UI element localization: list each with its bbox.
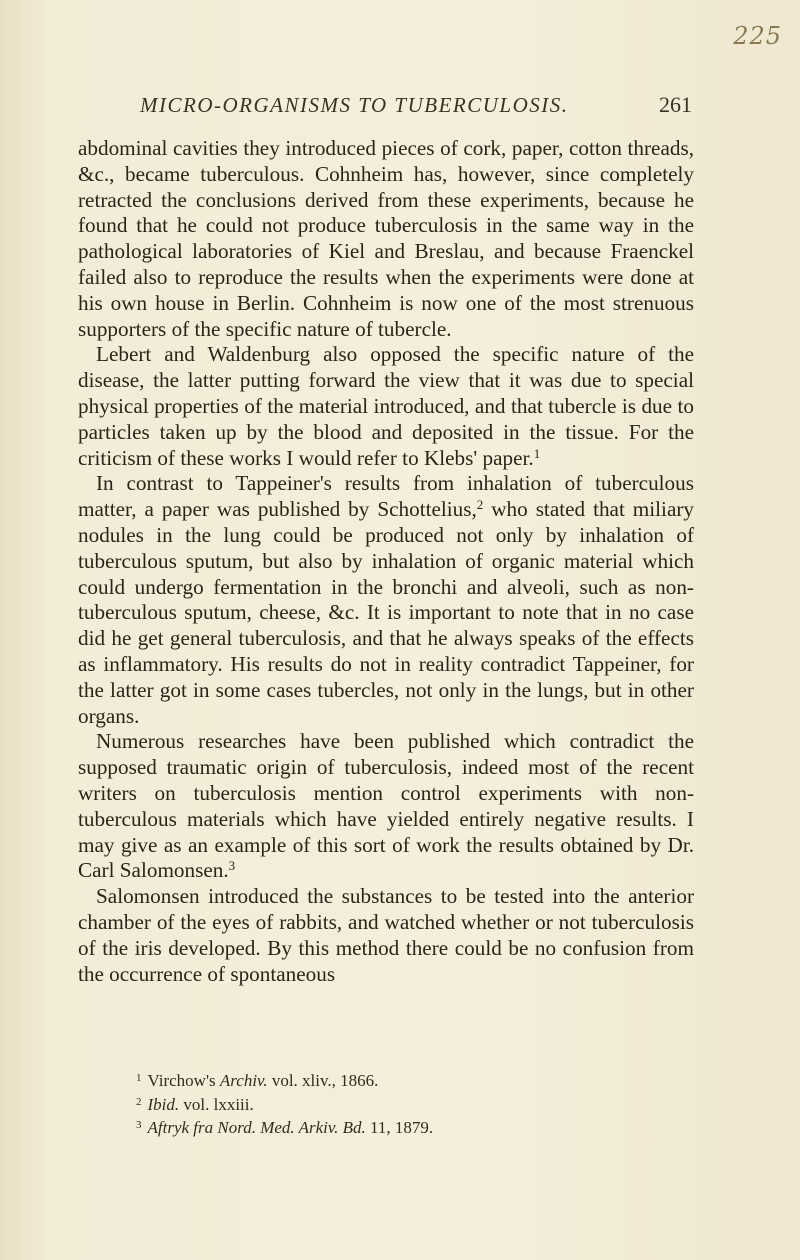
footnote-ref: 2 (476, 497, 484, 513)
paragraph: In contrast to Tappeiner's results from inhalation of tuberculous matter, a paper was published by Schottelius,$^2$ who stated that miliary nodules in the lung could be produced not only by inhalation of tuberculous sputum, but also by inhalation of organic material which could undergo fermentation in the bronchi and alveoli, such as non-tuberculous sputum, cheese, &c. It is important to note that in no case did he get general tuberculosis, and that he always speaks of the effects as inflammatory. His results do not in reality contradict Tappeiner, for the latter got in some cases tubercles, not only in the lungs, but in other organs. (78, 471, 694, 728)
footnote: $^2$ Ibid. vol. lxxiii. (136, 1094, 254, 1114)
footnote: $^1$ Virchow's Archiv. vol. xliv., 1866. (136, 1071, 379, 1090)
body-text (78, 136, 694, 987)
paragraph: Salomonsen introduced the substances to be tested into the anterior chamber of the eyes of rabbits, and watched whether or not tuberculosis of the iris developed. By this method there could be no confusion from the occurrence of spontaneous (78, 884, 694, 986)
paragraph: Lebert and Waldenburg also opposed the specific nature of the disease, the latter putting forward the view that it was due to special physical properties of the material introduced, and that tubercle is due to particles taken up by the blood and deposited in the tissue. For the criticism of these works I would refer to Klebs' paper.$^1$ (78, 342, 694, 470)
running-title: MICRO-ORGANISMS TO TUBERCULOSIS. (140, 93, 569, 117)
footnotes (136, 1068, 696, 1139)
running-header (140, 92, 692, 118)
footnote-ref: 1 (533, 445, 541, 461)
page-number: 261 (659, 92, 692, 117)
footnote-ref: 3 (228, 858, 236, 874)
footnote: $^3$ Aftryk fra Nord. Med. Arkiv. Bd. 11, 1879. (136, 1118, 434, 1137)
paragraph: Numerous researches have been published which contradict the supposed traumatic origin of tuberculosis, indeed most of the recent writers on tuberculosis mention control experiments with non-tuberculous materials which have yielded entirely negative results. I may give as an example of this sort of work the results obtained by Dr. Carl Salomonsen.$^3$ (78, 729, 694, 883)
handwritten-annotation: 225 (733, 22, 782, 50)
paragraph: abdominal cavities they introduced pieces of cork, paper, cotton threads, &c., became tuberculous. Cohnheim has, however, since completely retracted the conclusions derived from these experiments, because he found that he could not produce tuberculosis in the same way in the pathological laboratories of Kiel and Breslau, and because Fraenckel failed also to reproduce the results when the experiments were done at his own house in Berlin. Cohnheim is now one of the most strenuous supporters of the specific nature of tubercle. (78, 136, 694, 341)
